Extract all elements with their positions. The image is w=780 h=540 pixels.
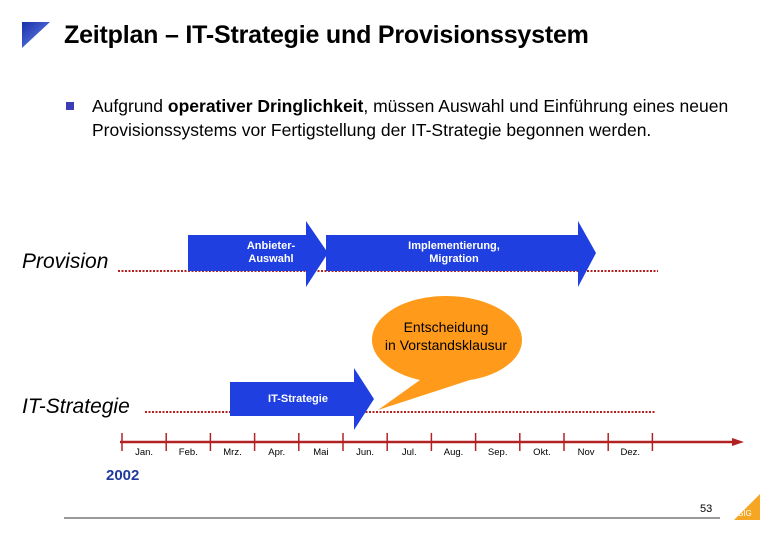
row-label-provision: Provision [22, 250, 109, 273]
arrow-label-anbieter [226, 240, 316, 266]
month-label: Jul. [401, 447, 417, 458]
arrow-label-implementierung-line2: Migration [429, 253, 479, 265]
bullet-text-pre: Aufgrund [92, 96, 168, 116]
arrow-label-it-strategie: IT-Strategie [268, 393, 328, 405]
month-label: Nov [577, 447, 595, 458]
bullet-text-post: , müssen Auswahl und Einführung eines neuen Provisionssystems vor Fertigstellung der IT-Strategie begonnen werden. [92, 96, 729, 140]
month-label: Sep. [487, 447, 508, 458]
bullet-text-bold: operativer Dringlichkeit [167, 96, 364, 116]
month-label: Feb. [178, 447, 198, 458]
month-label: Dez. [620, 447, 641, 458]
month-label: Jun. [356, 447, 375, 458]
month-label: Jan. [135, 447, 154, 458]
month-label: Okt. [533, 447, 551, 458]
row-label-it-strategie: IT-Strategie [22, 395, 130, 418]
month-label: Mai [313, 447, 329, 458]
arrow-label-anbieter-line1: Anbieter- [246, 240, 296, 252]
callout-line1: Entscheidung [403, 319, 489, 335]
month-label: Apr. [268, 447, 286, 458]
timeline-year: 2002 [106, 467, 140, 484]
arrow-label-anbieter-line2: Auswahl [248, 253, 294, 265]
timeline-arrowhead [732, 438, 744, 446]
page-title: Zeitplan – IT-Strategie und Provisionssystem [64, 21, 589, 49]
month-label: Aug. [443, 447, 464, 458]
arrow-label-implementierung-line1: Implementierung, [408, 240, 500, 252]
callout-text [372, 318, 520, 354]
callout-line2: in Vorstandsklausur [384, 337, 508, 353]
month-label: Mrz. [223, 447, 242, 458]
arrow-label-implementierung [392, 240, 516, 266]
page-number: 53 [700, 503, 713, 515]
logo-text: SIG [738, 509, 752, 518]
